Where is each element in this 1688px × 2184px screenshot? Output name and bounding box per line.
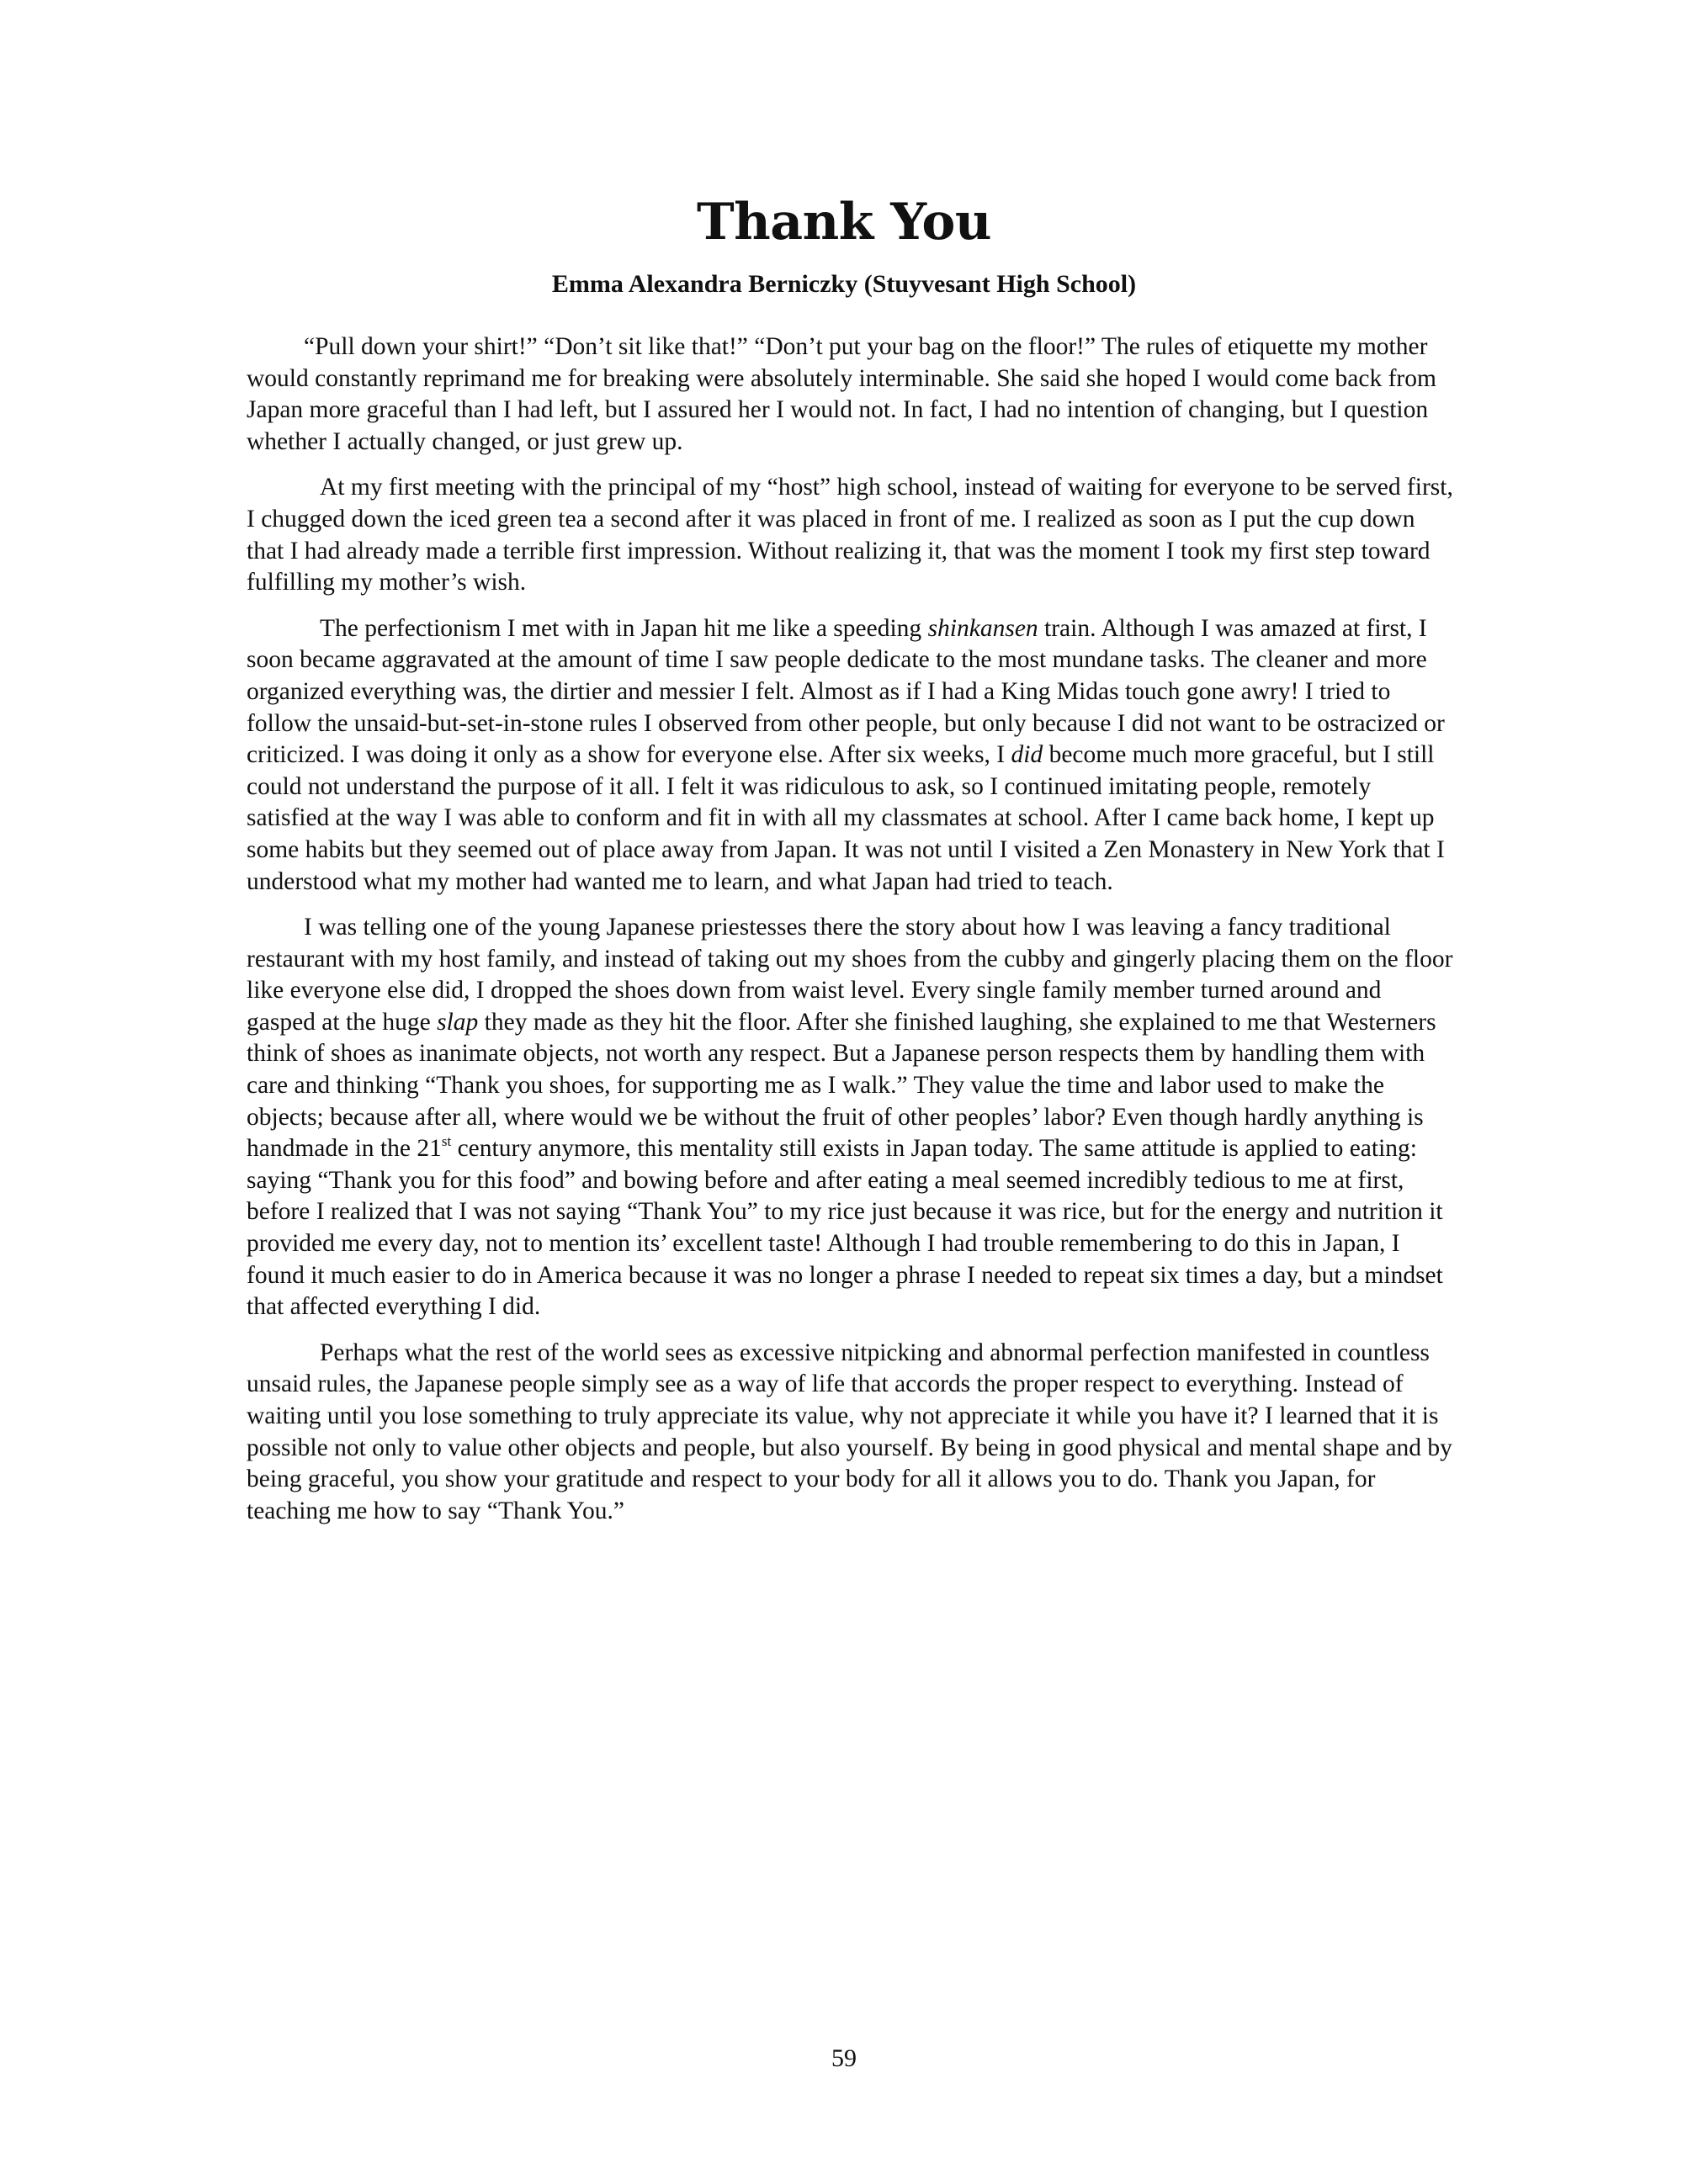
author-byline: Emma Alexandra Berniczky (Stuyvesant High School) [551, 270, 1137, 298]
paragraph-text: become much more graceful, but I still could not understand the purpose of it all. I felt it was ridiculous to ask, so I continued imitating people, remotely satisfied at the way I was able to conform and fit in with all my classmates at school. After I came back home, I kept up some habits but they seemed out of place away from Japan. It was not until I visited a Zen Monastery in New York that I understood what my mother had wanted me to learn, and what Japan had tried to teach. [247, 741, 1445, 895]
essay-title: Thank You [697, 193, 991, 252]
paragraph-text: century anymore, this mentality still exists in Japan today. The same attitude is applied to eating: saying “Thank you for this food” and bowing before and after eating a meal seemed incredibly tedious to me at first, before I realized that I was not saying “Thank You” to my rice just because it was rice, but for the energy and nutrition it provided me every day, not to mention its’ excellent taste! Although I had trouble remembering to do this in Japan, I found it much easier to do in America because it was no longer a phrase I needed to repeat six times a day, but a mindset that affected everything I did. [247, 1135, 1443, 1321]
italic-text: shinkansen [927, 614, 1038, 642]
paragraph [247, 1338, 1453, 1528]
paragraph [247, 912, 1453, 1323]
paragraph-text: At my first meeting with the principal of my “host” high school, instead of waiting for everyone to be served first, I chugged down the iced green tea a second after it was placed in front of me. I realized as soon as I put the cup down that I had already made a terrible first impression. Without realizing it, that was the moment I took my first step toward fulfilling my mother’s wish. [247, 474, 1453, 596]
paragraph-text: they made as they hit the floor. After she finished laughing, she explained to me that Westerners think of shoes as inanimate objects, not worth any respect. But a Japanese person respects them by handling them with care and thinking “Thank you shoes, for supporting me as I walk.” They value the time and labor used to make the objects; because after all, where would we be without the fruit of other peoples’ labor? Even though hardly anything is handmade in the 21 [247, 1008, 1436, 1163]
paragraph [247, 472, 1453, 598]
paragraph-text: I was telling one of the young Japanese priestesses there the story about how I was leaving a fancy traditional restaurant with my host family, and instead of taking out my shoes from the cubby and gingerly placing them on the floor like everyone else did, I dropped the shoes down from waist level. Every single family member turned around and gasped at the huge [247, 914, 1453, 1036]
italic-text: slap [437, 1008, 479, 1036]
paragraph [247, 331, 1453, 458]
paragraph-text: Perhaps what the rest of the world sees as excessive nitpicking and abnormal perfection manifested in countless unsaid rules, the Japanese people simply see as a way of life that accords the proper respect to everything. Instead of waiting until you lose something to truly appreciate its value, why not appreciate it while you have it? I learned that it is possible not only to value other objects and people, but also yourself. By being in good physical and mental shape and by being graceful, you show your gratitude and respect to your body for all it allows you to do. Thank you Japan, for teaching me how to say “Thank You.” [247, 1338, 1452, 1524]
paragraph-text: The perfectionism I met with in Japan hit me like a speeding [320, 614, 928, 642]
paragraph [247, 613, 1453, 898]
superscript-text: st [441, 1133, 452, 1150]
italic-text: did [1011, 741, 1043, 769]
paragraph-text: “Pull down your shirt!” “Don’t sit like that!” “Don’t put your bag on the floor!” The rules of etiquette my mother would constantly reprimand me for breaking were absolutely interminable. She said she hoped I would come back from Japan more graceful than I had left, but I assured her I would not. In fact, I had no intention of changing, but I question whether I actually changed, or just grew up. [247, 333, 1436, 455]
paragraph-text: train. Although I was amazed at first, I soon became aggravated at the amount of time I saw people dedicate to the most mundane tasks. The cleaner and more organized everything was, the dirtier and messier I felt. Almost as if I had a King Midas touch gone awry! I tried to follow the unsaid-but-set-in-stone rules I observed from other people, but only because I did not want to be ostracized or criticized. I was doing it only as a show for everyone else. After six weeks, I [247, 614, 1445, 769]
essay-body [247, 331, 1453, 1541]
page-number: 59 [831, 2044, 857, 2072]
